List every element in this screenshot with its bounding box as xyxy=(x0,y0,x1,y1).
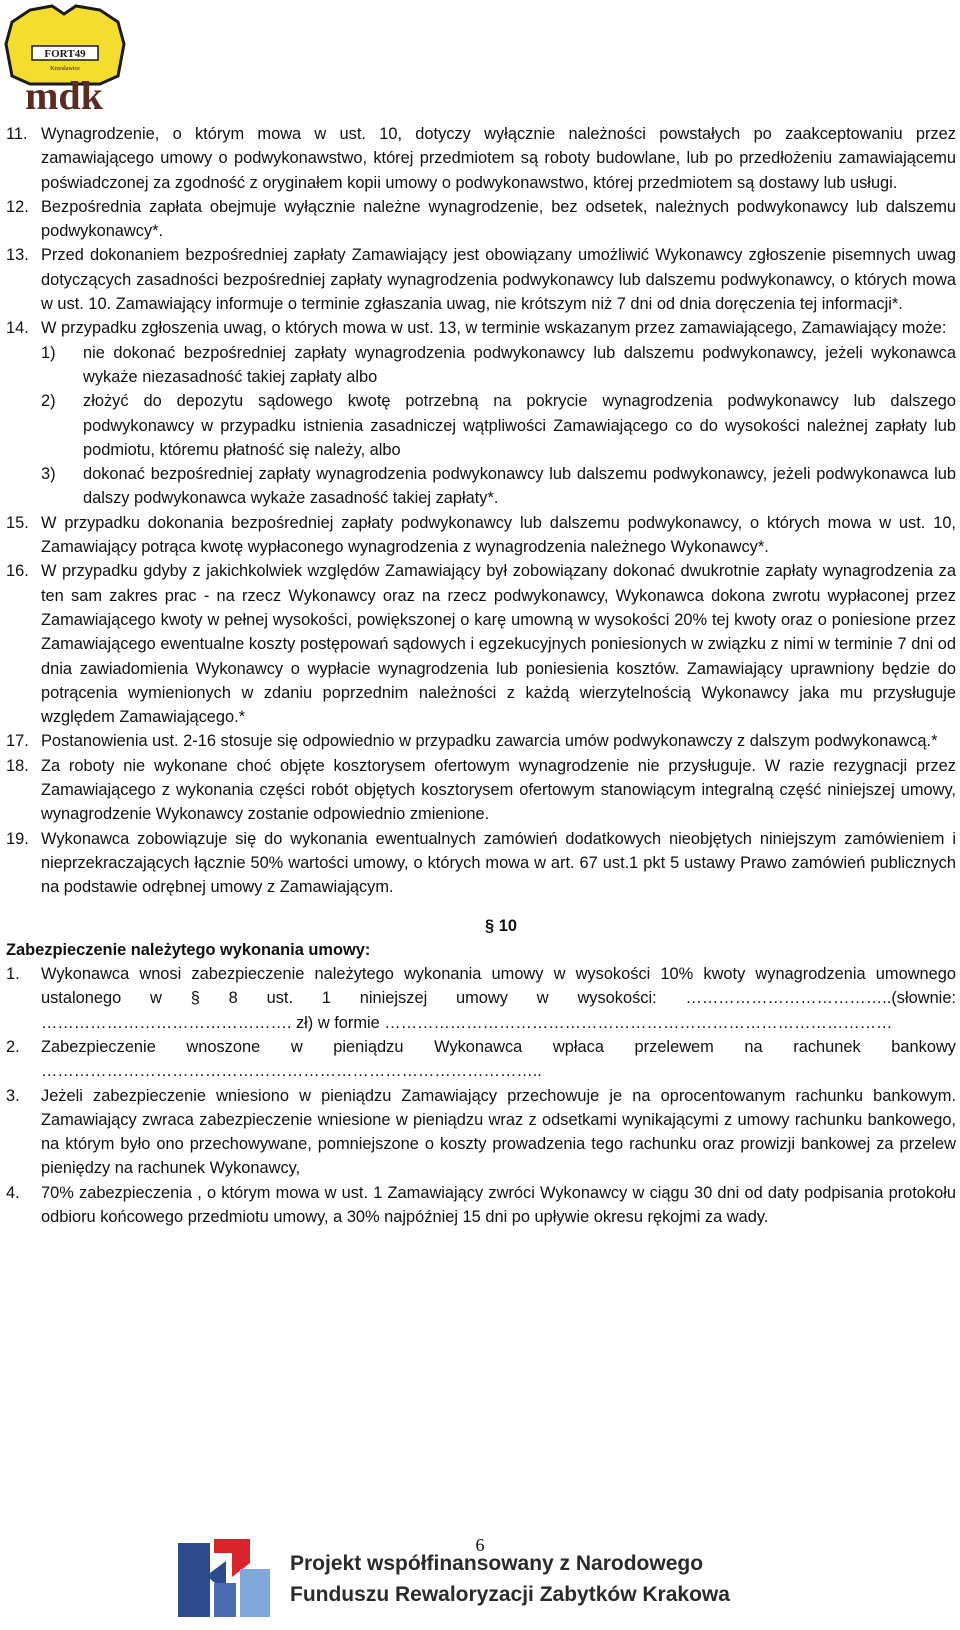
list-item-text: nie dokonać bezpośredniej zapłaty wynagrodzenia podwykonawcy lub dalszemu podwykonawcy, jeżeli wykonawca wykaże niezasadność takiej zapłaty albo xyxy=(83,343,956,386)
list-item-text: Jeżeli zabezpieczenie wniesiono w pieniądzu Zamawiający przechowuje je na oprocentowanym rachunku bankowym. Zamawiający zwraca zabezpieczenie wniesione w pieniądzu wraz z odsetkami wynikającymi z umowy rachunku bankowego, na którym było ono przechowywane, pomniejszone o koszty prowadzenia tego rachunku oraz prowizji bankowej za przelew pieniędzy na rachunek Wykonawcy, xyxy=(41,1086,956,1178)
list-item-text: Przed dokonaniem bezpośredniej zapłaty Zamawiający jest obowiązany umożliwić Wykonawcy zgłoszenie pisemnych uwag dotyczących zasadności bezpośredniej zapłaty wynagrodzenia podwykonawcy lub dalszemu podwykonawcy, o których mowa w ust. 10. Zamawiający informuje o terminie zgłaszania uwag, nie krótszym niż 7 dni od dnia doręczenia tej informacji*. xyxy=(41,246,956,314)
list-item-text: Bezpośrednia zapłata obejmuje wyłącznie należne wynagrodzenie, bez odsetek, należnych podwykonawcy lub dalszemu podwykonawcy*. xyxy=(41,197,956,241)
list-item-text: złożyć do depozytu sądowego kwotę potrzebną na pokrycie wynagrodzenia podwykonawcy lub dalszego podwykonawcy w przypadku istnienia zasadniczej wątpliwości Zamawiającego co do wysokości należnej zapłaty lub podmiotu, któremu płatność się należy, albo xyxy=(83,392,956,459)
list-item-text: Wynagrodzenie, o którym mowa w ust. 10, dotyczy wyłącznie należności powstałych po zaakceptowaniu przez zamawiającego umowy o podwykonawstwo, której przedmiotem są roboty budowlane, lub po przedłożeniu zamawiającemu poświadczonej za zgodność z oryginałem kopii umowy o podwykonawstwo, której przedmiotem są dostawy lub usługi. xyxy=(41,125,956,192)
mdk-logo xyxy=(2,4,128,116)
list-item xyxy=(6,195,956,244)
logo-mdk-text: mdk xyxy=(25,73,103,116)
list-item-number: 3) xyxy=(41,465,56,484)
list-item xyxy=(41,462,956,511)
list-item-number: 2. xyxy=(6,1037,20,1056)
list-item-text: W przypadku dokonania bezpośredniej zapłaty podwykonawcy lub dalszemu podwykonawcy, o których mowa w ust. 10, Zamawiający potrąca kwotę wypłaconego wynagrodzenia z wynagrodzenia należnego Wykonawcy*. xyxy=(41,513,956,557)
list-item-text: 70% zabezpieczenia , o którym mowa w ust. 1 Zamawiający zwróci Wykonawcy w ciągu 30 dni od daty podpisania protokołu odbioru końcowego przedmiotu umowy, a 30% najpóźniej 15 dni po upływie okresu rękojmi za wady. xyxy=(41,1183,956,1227)
list-item-number: 1) xyxy=(41,343,56,362)
list-item-number: 13. xyxy=(6,246,29,265)
list-item-number: 19. xyxy=(6,829,29,848)
list-item-text: dokonać bezpośredniej zapłaty wynagrodzenia podwykonawcy lub dalszemu podwykonawcy, jeżeli podwykonawca lub dalszy podwykonawca wykaże zasadność takiej zapłaty*. xyxy=(83,465,956,508)
list-item-number: 18. xyxy=(6,756,29,775)
logo-fort-text: FORT49 xyxy=(44,48,86,60)
list-item-text: Wykonawca zobowiązuje się do wykonania ewentualnych zamówień dodatkowych nieobjętych niniejszym zamówieniem i nieprzekraczających łącznie 50% wartości umowy, o których mowa w art. 67 ust.1 pkt 5 ustawy Prawo zamówień publicznych na podstawie odrębnej umowy z Zamawiającym. xyxy=(41,829,956,897)
fundusz-logo-icon xyxy=(170,1533,280,1623)
section-heading: § 10 xyxy=(485,916,517,935)
paragraph-list-bottom xyxy=(6,962,956,1229)
paragraph-list-top xyxy=(6,122,956,341)
list-item xyxy=(6,729,956,753)
list-item-number: 12. xyxy=(6,197,29,216)
section-title: Zabezpieczenie należytego wykonania umowy: xyxy=(6,940,371,959)
footer-banner xyxy=(170,1533,780,1623)
list-item-number: 2) xyxy=(41,392,56,411)
list-item-text: W przypadku gdyby z jakichkolwiek względów Zamawiający był zobowiązany dokonać dwukrotnie zapłaty wynagrodzenia za ten sam zakres prac - na rzecz Wykonawcy oraz na rzecz podwykonawcy, Wykonawca dokona zwrotu wypłaconej przez Zamawiającego kwoty w pełnej wysokości, powiększonej o karę umowną w wysokości 20% tej kwoty oraz o poniesione przez Zamawiającego ewentualne koszty postępowań sądowych i egzekucyjnych poniesionych w związku z nimi w terminie 7 dni od dnia zawiadomienia Wykonawcy o wypłacie wynagrodzenia lub poniesienia kosztów. Zamawiający uprawniony będzie do potrącenia wymienionych w zdaniu poprzednim należności z każdą wierzytelnością Wykonawcy jaka mu przysługuje względem Zamawiającego.* xyxy=(41,562,956,727)
list-item-number: 11. xyxy=(6,125,28,143)
logo-sub-text: Krzesławice xyxy=(50,66,80,72)
list-item xyxy=(6,962,956,1035)
list-item-text: Postanowienia ust. 2-16 stosuje się odpowiednio w przypadku zawarcia umów podwykonawczy z dalszym podwykonawcą.* xyxy=(41,732,938,751)
list-item xyxy=(6,559,956,729)
list-item-text: Za roboty nie wykonane choć objęte kosztorysem ofertowym wynagrodzenie nie przysługuje. W razie rezygnacji przez Zamawiającego z wykonania części robót objętych kosztorysem ofertowym stanowiącym integralną część niniejszej umowy, wynagrodzenie Wykonawcy zostanie odpowiednio zmienione. xyxy=(41,756,956,824)
sub-list xyxy=(6,341,956,511)
list-item xyxy=(6,1035,956,1084)
list-item xyxy=(41,341,956,390)
footer-line-2: Funduszu Rewaloryzacji Zabytków Krakowa xyxy=(290,1583,730,1606)
list-item xyxy=(6,1181,956,1230)
footer-line-1: Projekt współfinansowany z Narodowego xyxy=(290,1552,704,1575)
list-item xyxy=(6,243,956,316)
list-item-number: 16. xyxy=(6,562,29,581)
document-body xyxy=(6,122,956,1229)
list-item xyxy=(41,389,956,462)
list-item-text: Wykonawca wnosi zabezpieczenie należytego wykonania umowy w wysokości 10% kwoty wynagrodzenia umownego ustalonego w § 8 ust. 1 niniejszej umowy w wysokości: ………………………………..(słownie: ………………………………………. zł) w formie ………………………………………………………………………………… xyxy=(41,965,956,1032)
list-item-number: 3. xyxy=(6,1086,20,1105)
list-item xyxy=(6,122,956,195)
list-item xyxy=(6,1084,956,1181)
list-item-number: 14. xyxy=(6,319,29,338)
list-item xyxy=(6,827,956,900)
list-item-number: 17. xyxy=(6,732,29,751)
page-number: 6 xyxy=(475,1535,485,1555)
list-item xyxy=(6,316,956,340)
list-item-number: 4. xyxy=(6,1183,20,1202)
list-item xyxy=(6,754,956,827)
list-item-text: Zabezpieczenie wnoszone w pieniądzu Wykonawca wpłaca przelewem na rachunek bankowy ……………………………………………………………………………….. xyxy=(41,1037,956,1081)
list-item-number: 15. xyxy=(6,513,29,532)
list-item-text: W przypadku zgłoszenia uwag, o których mowa w ust. 13, w terminie wskazanym przez zamawiającego, Zamawiający może: xyxy=(41,319,947,338)
paragraph-list-mid xyxy=(6,511,956,900)
list-item xyxy=(6,511,956,560)
list-item-number: 1. xyxy=(6,965,20,984)
